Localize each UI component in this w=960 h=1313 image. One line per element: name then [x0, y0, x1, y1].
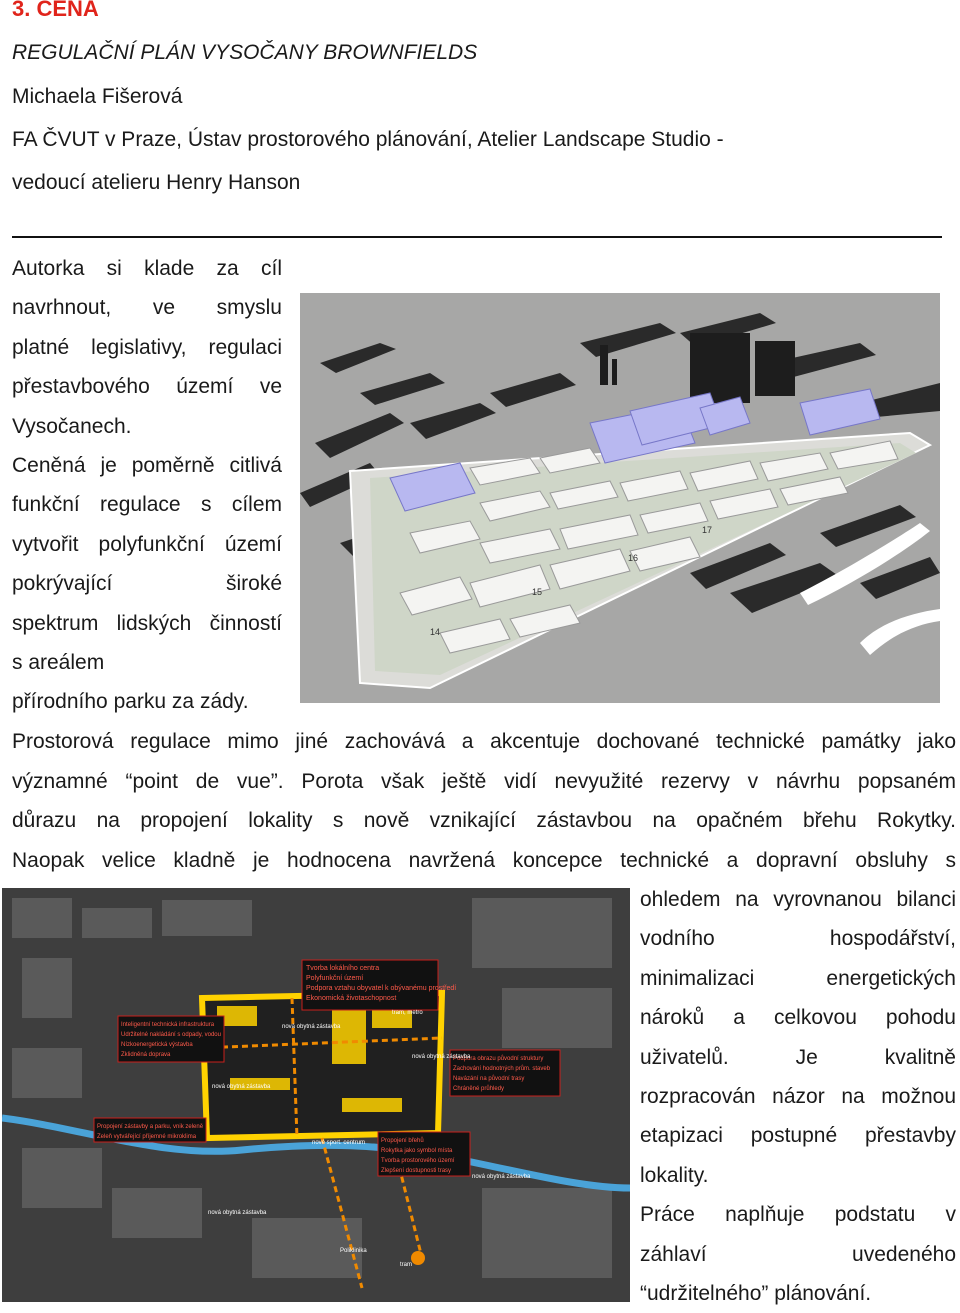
concept-plan-figure	[2, 888, 630, 1302]
text-line: navrhnout, ve smyslu	[12, 296, 282, 320]
map-label: nová obytná zástavba	[472, 1174, 531, 1180]
text-line: přestavbového území ve	[12, 375, 282, 399]
text-line: uživatelů. Je kvalitně	[640, 1045, 956, 1069]
text-line: ohledem na vyrovnanou bilanci	[640, 888, 956, 911]
text-line: spektrum lidských činností	[12, 611, 282, 635]
text-line: lokality.	[640, 1163, 709, 1187]
text-line: vytvořit polyfunkční území	[12, 532, 282, 556]
block-number-label: 16	[628, 553, 639, 563]
callout-text: Zeleň vytvářející příjemné mikroklima	[97, 1134, 197, 1140]
text-line: s areálem	[12, 651, 105, 675]
text-line: přírodního parku za zády.	[12, 690, 249, 714]
block-number-label: 15	[532, 587, 543, 597]
text-line: nároků a celkovou pohodu	[640, 1006, 956, 1030]
urban-model-render	[300, 293, 940, 703]
callout-text: Udržitelné nakládání s odpady, vodou	[121, 1032, 221, 1038]
text-line: Ceněná je poměrně citlivá	[12, 454, 282, 478]
map-label: nová obytná zástavba	[412, 1054, 471, 1060]
callout-text: Zlepšení dostupnosti trasy	[381, 1168, 452, 1174]
institution-line: FA ČVUT v Praze, Ústav prostorového plánování, Atelier Landscape Studio -	[12, 128, 724, 151]
text-line: významné “point de vue”. Porota však ještě vidí nevyužité rezervy v návrhu popsaném	[12, 769, 956, 793]
map-label: tram, metro	[392, 1010, 423, 1016]
intro-text-column	[12, 249, 282, 722]
callout-text: Ekonomická životaschopnost	[306, 995, 397, 1002]
concept-plan-map	[2, 888, 630, 1302]
text-line: Autorka si klade za cíl	[12, 257, 282, 280]
text-line: rozpracován názor na možnou	[640, 1085, 956, 1109]
text-line: důrazu na propojení lokality s nově vznikající zástavbou na opačném břehu Rokytky.	[12, 809, 956, 832]
map-label: nové sport. centrum	[312, 1140, 366, 1146]
text-line: “udržitelného” plánování.	[640, 1282, 872, 1306]
text-line: Vysočanech.	[12, 414, 132, 438]
callout-text: Polyfunkční území	[306, 975, 364, 982]
text-line: záhlaví uvedeného	[640, 1242, 956, 1266]
callout-text: Tvorba lokálního centra	[306, 965, 380, 972]
callout-text: Zklidněná doprava	[121, 1052, 171, 1058]
text-line: vodního hospodářství,	[640, 927, 956, 951]
map-label: nová obytná zástavba	[282, 1024, 341, 1030]
callout-text: Rokytka jako symbol místa	[381, 1148, 453, 1154]
model-figure	[300, 293, 940, 703]
callout-text: Podpora vztahu obyvatel k obývanému prostředí	[306, 985, 457, 992]
callout-text: Zachování hodnotných prům. staveb	[453, 1066, 551, 1072]
text-line: minimalizaci energetických	[640, 966, 956, 990]
map-label: nová obytná zástavba	[212, 1084, 271, 1090]
callout-text: Navázání na původní trasy	[453, 1076, 525, 1082]
conclusion-text-column	[640, 880, 956, 1313]
block-number-label: 17	[702, 525, 713, 535]
text-line: funkční regulace s cílem	[12, 493, 282, 517]
text-line: etapizaci postupné přestavby	[640, 1124, 956, 1148]
callout-text: Nízkoenergetická výstavba	[121, 1042, 193, 1048]
callout-text: Inteligentní technická infrastruktura	[121, 1022, 215, 1028]
header-divider	[12, 236, 942, 238]
text-line: Naopak velice kladně je hodnocena navržená koncepce technické a dopravní obsluhy s	[12, 848, 956, 872]
text-line: pokrývající široké	[12, 572, 282, 596]
section-heading: 3. CENA	[12, 0, 99, 21]
text-line: Prostorová regulace mimo jiné zachovává a akcentuje dochované technické památky jako	[12, 730, 956, 753]
block-number-label: 14	[430, 627, 441, 637]
project-title: REGULAČNÍ PLÁN VYSOČANY BROWNFIELDS	[12, 41, 478, 64]
callout-text: Propojení břehů	[381, 1138, 424, 1144]
callout-text: Tvorba prostorového území	[381, 1158, 455, 1164]
callout-text: Chráněné průhledy	[453, 1086, 505, 1092]
supervisor-line: vedoucí atelieru Henry Hanson	[12, 171, 301, 194]
callout-text: Propojení zástavby a parku, vnik zeleně	[97, 1124, 204, 1130]
callout-text: Podpora obrazu původní struktury	[453, 1056, 544, 1062]
map-label: tram	[400, 1262, 412, 1268]
evaluation-text	[12, 722, 956, 880]
text-line: platné legislativy, regulaci	[12, 335, 282, 359]
text-line: Práce naplňuje podstatu v	[640, 1203, 956, 1227]
author-name: Michaela Fišerová	[12, 85, 183, 108]
map-label: Poliklinika	[340, 1248, 367, 1254]
map-label: nová obytná zástavba	[208, 1210, 267, 1216]
